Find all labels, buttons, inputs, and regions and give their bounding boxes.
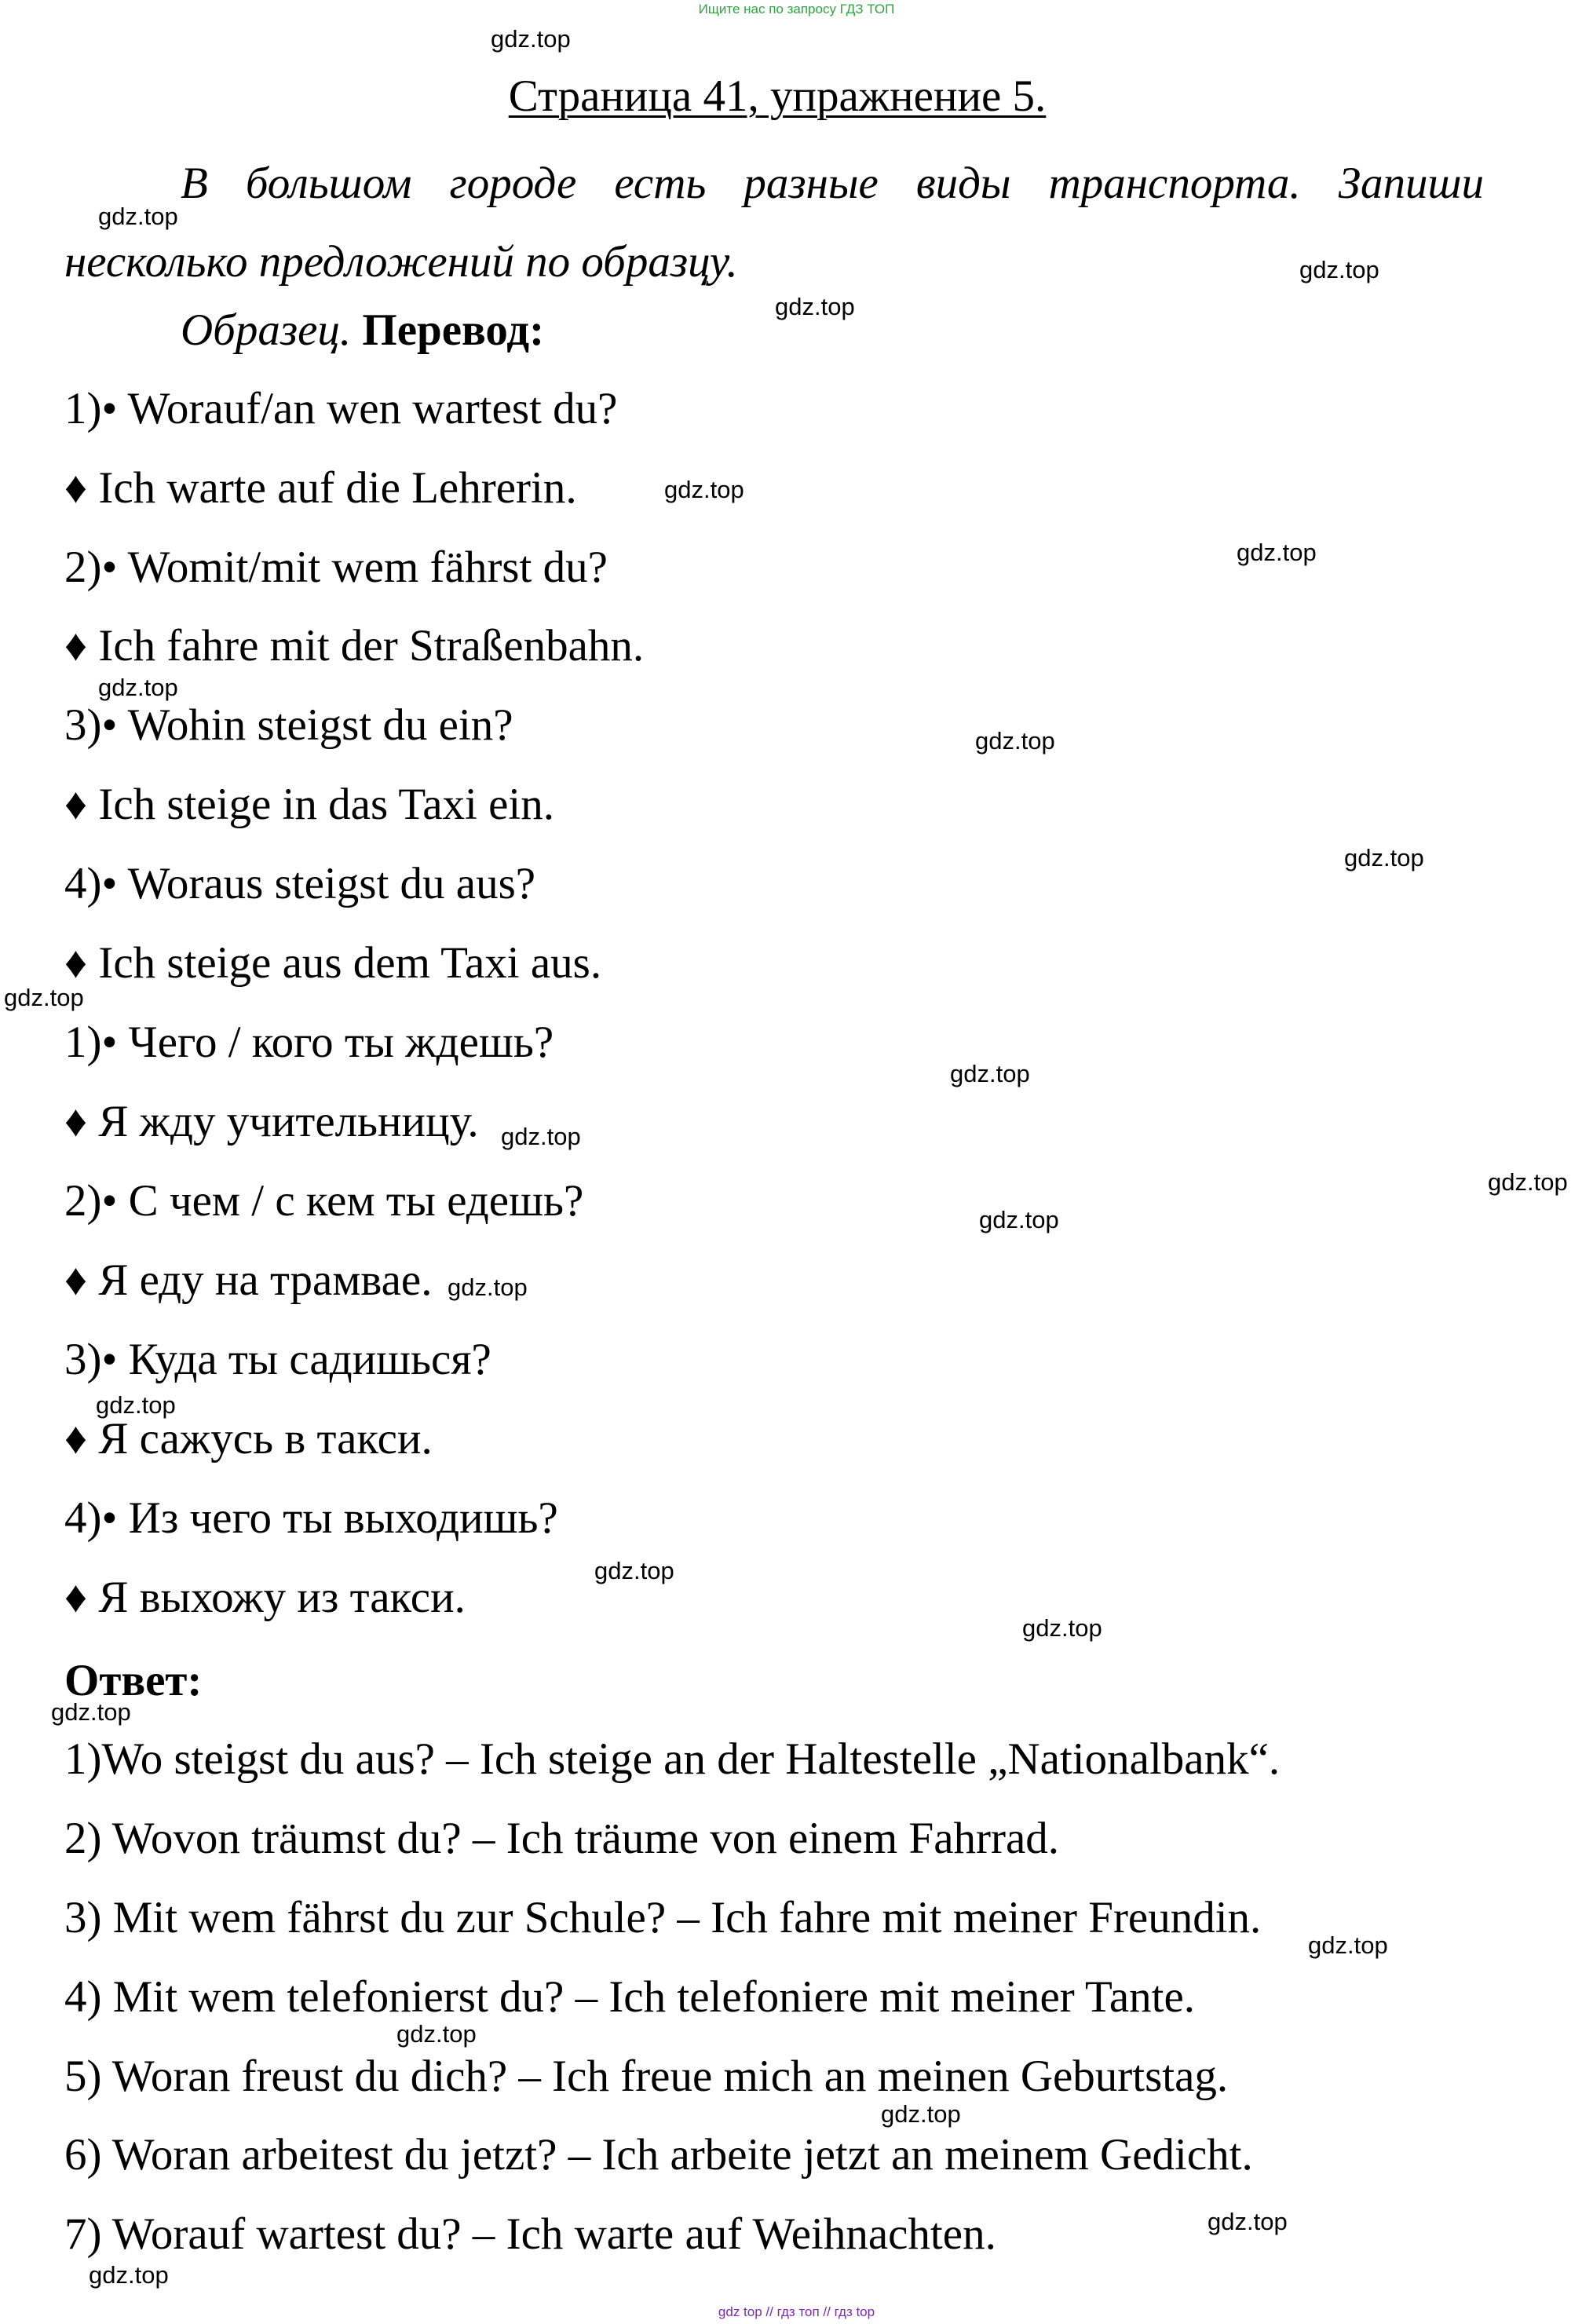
watermark: gdz.top xyxy=(51,1698,131,1726)
watermark: gdz.top xyxy=(98,203,178,230)
russian-line: 2)• С чем / с кем ты едешь? xyxy=(64,1176,584,1226)
sample-label: Образец. xyxy=(181,305,352,355)
watermark: gdz.top xyxy=(1488,1168,1568,1196)
answer-line: 6) Woran arbeitest du jetzt? – Ich arbeite jetzt an meinem Gedicht. xyxy=(64,2130,1253,2180)
watermark: gdz.top xyxy=(1237,539,1317,566)
answer-line: 7) Worauf wartest du? – Ich warte auf Weihnachten. xyxy=(64,2209,996,2259)
german-line: ♦ Ich steige aus dem Taxi aus. xyxy=(64,938,602,988)
german-line: ♦ Ich fahre mit der Straßenbahn. xyxy=(64,621,645,671)
german-line: 1)• Worauf/an wen wartest du? xyxy=(64,384,618,433)
answer-line: 4) Mit wem telefonierst du? – Ich telefoniere mit meiner Tante. xyxy=(64,1972,1196,2022)
russian-line: 1)• Чего / кого ты ждешь? xyxy=(64,1018,554,1067)
watermark: gdz.top xyxy=(950,1060,1030,1087)
russian-line: 3)• Куда ты садишься? xyxy=(64,1335,491,1384)
russian-line: ♦ Я сажусь в такси. xyxy=(64,1414,433,1463)
russian-line: ♦ Я еду на трамвае. xyxy=(64,1255,433,1305)
russian-line: ♦ Я выхожу из такси. xyxy=(64,1573,466,1622)
page-title-text: Страница 41, упражнение 5. xyxy=(508,71,1047,121)
german-line: 3)• Wohin steigst du ein? xyxy=(64,700,513,750)
answer-line: 2) Wovon träumst du? – Ich träume von einem Fahrrad. xyxy=(64,1814,1060,1863)
german-line: 2)• Womit/mit wem fährst du? xyxy=(64,543,608,592)
watermark: gdz.top xyxy=(1208,2208,1288,2235)
watermark: gdz.top xyxy=(1344,844,1424,872)
watermark: gdz.top xyxy=(98,674,178,701)
watermark: gdz.top xyxy=(775,293,855,320)
watermark: gdz.top xyxy=(881,2100,961,2128)
watermark: gdz.top xyxy=(491,25,571,53)
german-line: 4)• Woraus steigst du aus? xyxy=(64,859,536,908)
watermark: gdz.top xyxy=(89,2261,169,2289)
watermark: gdz.top xyxy=(594,1557,674,1584)
german-line: ♦ Ich steige in das Taxi ein. xyxy=(64,780,554,829)
translation-label: Перевод: xyxy=(362,305,545,355)
sample-heading xyxy=(181,303,544,358)
answer-line: 3) Mit wem fährst du zur Schule? – Ich fahre mit meiner Freundin. xyxy=(64,1893,1262,1942)
watermark: gdz.top xyxy=(664,476,744,503)
watermark: gdz.top xyxy=(1299,256,1379,283)
answer-line: 5) Woran freust du dich? – Ich freue mich an meinen Geburtstag. xyxy=(64,2052,1229,2101)
watermark: gdz.top xyxy=(4,984,84,1011)
answer-heading: Ответ: xyxy=(64,1656,203,1705)
task-text: В большом городе есть разные виды транспорта. Запиши несколько предложений по образцу. xyxy=(64,159,1484,287)
watermark: gdz.top xyxy=(396,2020,477,2048)
russian-line: 4)• Из чего ты выходишь? xyxy=(64,1493,558,1543)
top-banner: Ищите нас по запросу ГДЗ ТОП xyxy=(698,2,895,16)
watermark: gdz.top xyxy=(501,1123,581,1150)
german-line: ♦ Ich warte auf die Lehrerin. xyxy=(64,463,577,513)
watermark: gdz.top xyxy=(979,1206,1059,1233)
watermark: gdz.top xyxy=(975,727,1055,755)
answer-line: 1)Wo steigst du aus? – Ich steige an der Haltestelle „Nationalbank“. xyxy=(64,1734,1281,1784)
watermark: gdz.top xyxy=(448,1273,528,1301)
russian-line: ♦ Я жду учительницу. xyxy=(64,1097,479,1146)
watermark: gdz.top xyxy=(1308,1931,1388,1959)
page-title xyxy=(0,69,1555,124)
footer-watermark: gdz top // гдз топ // гдз top xyxy=(718,2304,875,2319)
watermark: gdz.top xyxy=(96,1391,176,1419)
watermark: gdz.top xyxy=(1022,1614,1102,1642)
